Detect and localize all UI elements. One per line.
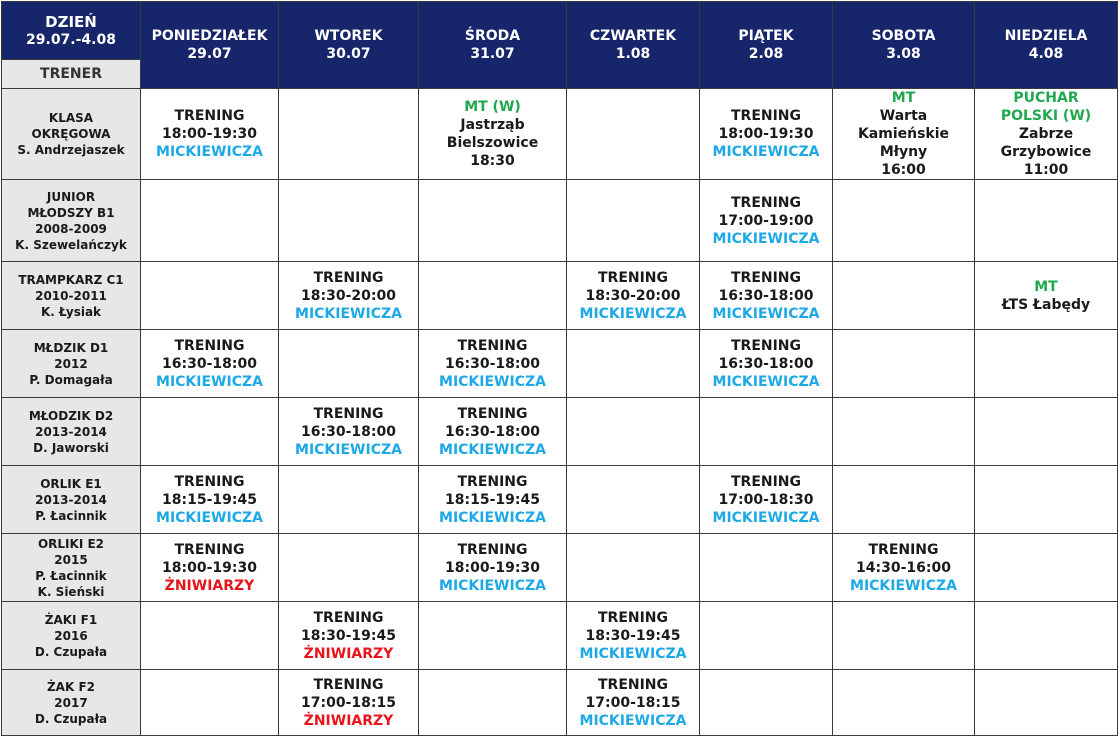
entry-type: TRENING (597, 676, 669, 693)
schedule-entry (419, 534, 567, 602)
day-header-thu (567, 2, 700, 89)
day-name: PIĄTEK (738, 28, 794, 44)
team-cell (2, 262, 141, 330)
empty-cell (975, 602, 1118, 670)
team-line: K. Szewelańczyk (15, 237, 127, 252)
team-line: S. Andrzejaszek (17, 143, 125, 157)
table-row (2, 602, 1118, 670)
entry-type: TRENING (174, 473, 245, 490)
team-line: MŁODZIK D2 (28, 408, 114, 423)
empty-cell (567, 534, 700, 602)
entry-text: Młyny (879, 144, 928, 160)
entry-text: 18:30-19:45 (301, 627, 396, 644)
entry-location: MICKIEWICZA (439, 577, 546, 594)
table-row (2, 330, 1118, 398)
schedule-entry (700, 89, 833, 180)
day-header-wed (419, 2, 567, 89)
entry-type: TRENING (313, 676, 384, 693)
team-line: JUNIOR (46, 189, 96, 204)
schedule-entry (700, 180, 833, 262)
entry-match-label: MT (891, 90, 916, 106)
entry-location: MICKIEWICZA (579, 712, 687, 729)
team-cell (2, 602, 141, 670)
entry-type: TRENING (313, 405, 384, 422)
entry-type: TRENING (313, 269, 384, 286)
empty-cell (700, 670, 833, 736)
empty-cell (279, 534, 419, 602)
team-line: ORLIKI E2 (37, 536, 105, 551)
entry-location: MICKIEWICZA (156, 509, 263, 526)
entry-type: TRENING (730, 108, 802, 124)
schedule-entry (700, 330, 833, 398)
schedule-entry (975, 89, 1118, 180)
empty-cell (141, 670, 279, 736)
empty-cell (141, 262, 279, 330)
empty-cell (833, 180, 975, 262)
entry-location: MICKIEWICZA (579, 305, 687, 322)
empty-cell (567, 180, 700, 262)
entry-text: 18:15-19:45 (162, 491, 257, 508)
team-line: KLASA (48, 111, 94, 125)
empty-cell (279, 330, 419, 398)
entry-type: TRENING (597, 269, 669, 286)
entry-location: MICKIEWICZA (439, 441, 546, 458)
schedule-entry (419, 330, 567, 398)
empty-cell (833, 262, 975, 330)
entry-match-label: POLSKI (W) (1000, 108, 1092, 124)
entry-type: TRENING (174, 337, 245, 354)
team-line: ŻAK F2 (46, 679, 95, 694)
schedule-entry (141, 330, 279, 398)
empty-cell (700, 534, 833, 602)
corner-day-header (2, 2, 141, 60)
entry-location: MICKIEWICZA (712, 509, 820, 526)
schedule-entry (141, 466, 279, 534)
empty-cell (419, 180, 567, 262)
entry-text: Kamieńskie (857, 126, 950, 142)
table-row (2, 89, 1118, 180)
entry-location: MICKIEWICZA (712, 373, 820, 390)
entry-location: MICKIEWICZA (295, 305, 402, 322)
entry-text: 16:30-18:00 (445, 355, 540, 372)
table-row (2, 534, 1118, 602)
entry-match-label: MT (W) (464, 99, 521, 115)
schedule-entry (700, 466, 833, 534)
team-line: ORLIK E1 (40, 476, 102, 491)
empty-cell (567, 330, 700, 398)
entry-location: MICKIEWICZA (295, 441, 402, 458)
team-line: K. Łysiak (40, 304, 102, 319)
empty-cell (567, 466, 700, 534)
entry-text: Jastrząb (460, 117, 525, 133)
day-date: 4.08 (1028, 46, 1064, 62)
team-line: 2012 (54, 356, 88, 371)
empty-cell (975, 534, 1118, 602)
entry-text: 18:00-19:30 (445, 559, 540, 576)
entry-text: 18:30-20:00 (301, 287, 396, 304)
empty-cell (419, 262, 567, 330)
entry-text: 18:30 (470, 153, 515, 169)
team-line: P. Łacinnik (35, 508, 107, 523)
entry-text: ŁTS Łabędy (1001, 296, 1091, 313)
schedule-entry (700, 262, 833, 330)
day-header-sat (833, 2, 975, 89)
entry-text: 18:00-19:30 (718, 126, 814, 142)
entry-text: Bielszowice (446, 135, 539, 151)
entry-location: MICKIEWICZA (439, 373, 546, 390)
team-cell (2, 180, 141, 262)
table-row (2, 398, 1118, 466)
entry-type: TRENING (457, 541, 528, 558)
schedule-entry (279, 398, 419, 466)
empty-cell (567, 89, 700, 180)
day-header-tue (279, 2, 419, 89)
empty-cell (833, 670, 975, 736)
empty-cell (975, 180, 1118, 262)
corner-date-range: 29.07.-4.08 (26, 31, 116, 48)
entry-location: ŻNIWIARZY (303, 712, 394, 729)
entry-location: ŻNIWIARZY (303, 645, 394, 662)
team-line: 2013-2014 (35, 424, 107, 439)
entry-text: 16:30-18:00 (445, 423, 540, 440)
empty-cell (279, 89, 419, 180)
day-header-fri (700, 2, 833, 89)
entry-text: 18:00-19:30 (162, 126, 257, 142)
day-date: 29.07 (187, 46, 232, 62)
empty-cell (833, 330, 975, 398)
schedule-entry (975, 262, 1118, 330)
team-line: D. Czupała (34, 711, 108, 726)
entry-type: TRENING (730, 269, 802, 286)
team-line: P. Łacinnik (35, 568, 107, 583)
trener-header: TRENER (2, 60, 141, 89)
team-line: ŻAKI F1 (44, 612, 98, 627)
entry-text: 16:30-18:00 (718, 355, 814, 372)
entry-type: TRENING (313, 609, 384, 626)
schedule-entry (567, 670, 700, 736)
entry-type: TRENING (730, 473, 802, 490)
empty-cell (975, 466, 1118, 534)
schedule-body (2, 89, 1118, 736)
day-date: 1.08 (615, 46, 651, 62)
entry-type: TRENING (457, 405, 528, 422)
schedule-entry (567, 262, 700, 330)
empty-cell (700, 602, 833, 670)
team-line: 2013-2014 (35, 492, 107, 507)
entry-text: 17:00-18:15 (585, 694, 681, 711)
entry-type: TRENING (597, 609, 669, 626)
day-date: 31.07 (470, 46, 515, 62)
table-row (2, 466, 1118, 534)
entry-type: TRENING (457, 473, 528, 490)
team-line: 2010-2011 (35, 288, 107, 303)
empty-cell (975, 398, 1118, 466)
empty-cell (833, 602, 975, 670)
team-line: D. Jaworski (33, 440, 109, 455)
day-name: SOBOTA (871, 28, 936, 44)
empty-cell (141, 180, 279, 262)
schedule-entry (419, 466, 567, 534)
entry-type: TRENING (174, 541, 245, 558)
entry-location: MICKIEWICZA (712, 230, 820, 247)
team-cell (2, 398, 141, 466)
entry-text: Zabrze (1018, 126, 1074, 142)
team-line: MŁODSZY B1 (27, 205, 115, 220)
entry-text: 18:30-19:45 (585, 627, 681, 644)
team-line: 2017 (54, 695, 88, 710)
day-name: WTOREK (314, 28, 383, 44)
empty-cell (141, 398, 279, 466)
schedule-entry (833, 89, 975, 180)
entry-location: MICKIEWICZA (156, 144, 263, 160)
corner-day-label: DZIEŃ (45, 12, 97, 31)
schedule-entry (279, 670, 419, 736)
entry-text: 14:30-16:00 (856, 559, 951, 576)
schedule-entry (567, 602, 700, 670)
entry-text: 11:00 (1023, 162, 1069, 178)
entry-text: 17:00-18:15 (301, 694, 396, 711)
team-line: 2015 (54, 552, 88, 567)
day-date: 2.08 (748, 46, 784, 62)
table-row (2, 262, 1118, 330)
schedule-entry (833, 534, 975, 602)
team-line: TRAMPKARZ C1 (18, 272, 124, 287)
entry-location: MICKIEWICZA (579, 645, 687, 662)
team-cell (2, 534, 141, 602)
empty-cell (279, 180, 419, 262)
entry-text: Grzybowice (1000, 144, 1092, 160)
entry-match-label: MT (1034, 278, 1058, 295)
schedule-entry (141, 89, 279, 180)
empty-cell (141, 602, 279, 670)
day-name: CZWARTEK (589, 28, 677, 44)
entry-text: 17:00-19:00 (718, 212, 814, 229)
day-name: ŚRODA (464, 28, 521, 44)
entry-text: 16:30-18:00 (162, 355, 257, 372)
team-cell (2, 330, 141, 398)
day-date: 3.08 (886, 46, 921, 62)
table-row (2, 180, 1118, 262)
empty-cell (419, 602, 567, 670)
entry-type: TRENING (174, 108, 245, 124)
empty-cell (975, 330, 1118, 398)
entry-type: TRENING (730, 194, 802, 211)
day-header-sun (975, 2, 1118, 89)
entry-location: ŻNIWIARZY (164, 577, 255, 594)
schedule-entry (279, 602, 419, 670)
entry-type: TRENING (868, 541, 939, 558)
entry-text: 18:15-19:45 (445, 491, 540, 508)
entry-text: 18:00-19:30 (162, 559, 257, 576)
empty-cell (833, 398, 975, 466)
schedule-entry (419, 89, 567, 180)
entry-text: 16:30-18:00 (301, 423, 396, 440)
empty-cell (419, 670, 567, 736)
empty-cell (279, 466, 419, 534)
day-name: NIEDZIELA (1004, 28, 1088, 44)
empty-cell (700, 398, 833, 466)
team-line: P. Domagała (29, 372, 113, 387)
entry-text: Warta (879, 108, 928, 124)
entry-text: 16:00 (881, 162, 926, 178)
empty-cell (567, 398, 700, 466)
team-cell (2, 670, 141, 736)
entry-location: MICKIEWICZA (439, 509, 546, 526)
entry-type: TRENING (730, 337, 802, 354)
team-cell (2, 89, 141, 180)
training-schedule-table (1, 1, 1118, 736)
entry-location: MICKIEWICZA (156, 373, 263, 390)
team-line: D. Czupała (34, 644, 108, 659)
schedule-entry (419, 398, 567, 466)
day-date: 30.07 (326, 46, 371, 62)
team-cell (2, 466, 141, 534)
entry-match-label: PUCHAR (1013, 90, 1079, 106)
team-line: OKRĘGOWA (31, 127, 111, 141)
empty-cell (833, 466, 975, 534)
entry-text: 17:00-18:30 (718, 491, 814, 508)
team-line: 2016 (54, 628, 88, 643)
entry-text: 18:30-20:00 (585, 287, 681, 304)
day-name: PONIEDZIAŁEK (151, 28, 268, 44)
schedule-entry (141, 534, 279, 602)
entry-location: MICKIEWICZA (712, 305, 820, 322)
empty-cell (975, 670, 1118, 736)
team-line: 2008-2009 (35, 221, 107, 236)
schedule-entry (279, 262, 419, 330)
entry-type: TRENING (457, 337, 528, 354)
table-row (2, 670, 1118, 736)
entry-text: 16:30-18:00 (718, 287, 814, 304)
team-line: MŁDZIK D1 (33, 340, 109, 355)
entry-location: MICKIEWICZA (850, 577, 957, 594)
team-line: K. Sieński (37, 584, 105, 599)
entry-location: MICKIEWICZA (712, 144, 820, 160)
day-header-mon (141, 2, 279, 89)
